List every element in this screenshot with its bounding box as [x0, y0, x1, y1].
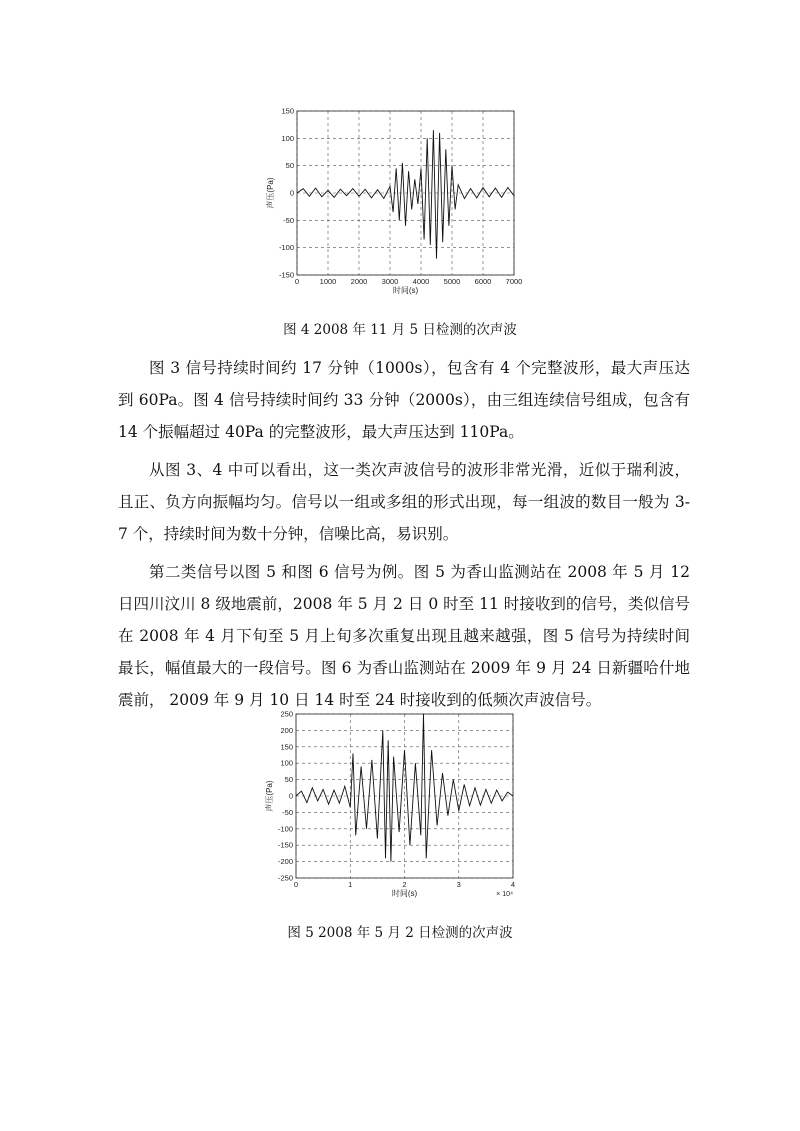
- y-tick-label: 200: [280, 725, 293, 735]
- y-tick-label: 100: [280, 758, 293, 768]
- y-tick-label: -200: [277, 857, 293, 867]
- y-tick-label: -100: [278, 243, 294, 253]
- paragraph-1: 图 3 信号持续时间约 17 分钟（1000s），包含有 4 个完整波形，最大声压达到 60Pa。图 4 信号持续时间约 33 分钟（2000s），由三组连续信号组成，包含有 14 个振幅超过 40Pa 的完整波形，最大声压达到 110Pa。: [118, 359, 690, 441]
- x-tick-label: 6000: [474, 277, 492, 286]
- plot-frame: [296, 714, 513, 878]
- series-line: [296, 714, 513, 862]
- y-tick-label: -50: [283, 215, 294, 225]
- paragraph-3: 第二类信号以图 5 和图 6 信号为例。图 5 为香山监测站在 2008 年 5 月 12 日四川汶川 8 级地震前，2008 年 5 月 2 日 0 时至 11 时接收到的信号，类似信号在 2008 年 4 月下旬至 5 月上旬多次重复出现且越来越强，图 5 信号为持续时间最长，幅值最大的一段信号。图 6 为香山监测站在 2009 年 9 月 24 日新疆哈什地震前， 2009 年 9 月 10 日 14 时至 24 时接收到的低频次声波信号。: [118, 563, 690, 709]
- y-tick-label: -100: [277, 824, 293, 834]
- x-tick-label: 0: [294, 277, 300, 286]
- y-tick-label: 150: [281, 106, 294, 116]
- x-tick-label: 3: [456, 880, 461, 889]
- x-multiplier-label: × 10⁴: [496, 891, 513, 898]
- x-tick-label: 2000: [350, 277, 368, 286]
- x-tick-label: 4000: [412, 277, 430, 286]
- x-tick-label: 2: [402, 880, 407, 889]
- y-tick-label: 250: [280, 709, 293, 719]
- y-tick-label: -150: [278, 270, 294, 280]
- y-tick-label: -50: [282, 807, 293, 817]
- x-tick-label: 0: [293, 880, 299, 889]
- figure-4-caption: 图 4 2008 年 11 月 5 日检测的次声波: [283, 322, 517, 338]
- figure-5-plot: [264, 710, 515, 899]
- x-tick-label: 7000: [505, 277, 523, 286]
- y-tick-label: 0: [289, 188, 294, 198]
- y-tick-label: 150: [280, 742, 293, 752]
- y-axis-label: 声压(Pa): [266, 177, 275, 209]
- y-tick-label: -250: [277, 873, 293, 883]
- y-tick-label: 100: [281, 133, 294, 143]
- x-tick-label: 1000: [319, 277, 337, 286]
- series-line: [297, 130, 514, 259]
- y-tick-label: 50: [285, 161, 294, 171]
- figure-5-caption: 图 5 2008 年 5 月 2 日检测的次声波: [287, 925, 513, 941]
- x-tick-label: 1: [348, 880, 353, 889]
- x-tick-label: 3000: [381, 277, 399, 286]
- x-axis-label: 时间(s): [391, 889, 418, 898]
- plot-frame: [297, 111, 514, 275]
- y-tick-label: 50: [284, 775, 293, 785]
- y-axis-label: 声压(Pa): [265, 780, 274, 812]
- y-tick-label: -150: [277, 840, 293, 850]
- paragraph-2: 从图 3、4 中可以看出，这一类次声波信号的波形非常光滑，近似于瑞利波，且正、负方向振幅均匀。信号以一组或多组的形式出现，每一组波的数目一般为 3-7 个，持续时间为数十分钟，信噪比高，易识别。: [118, 461, 690, 543]
- x-axis-label: 时间(s): [392, 286, 419, 295]
- figure-4-plot: [265, 107, 522, 296]
- x-tick-label: 5000: [443, 277, 461, 286]
- y-tick-label: 0: [288, 791, 293, 801]
- x-tick-label: 4: [510, 880, 516, 889]
